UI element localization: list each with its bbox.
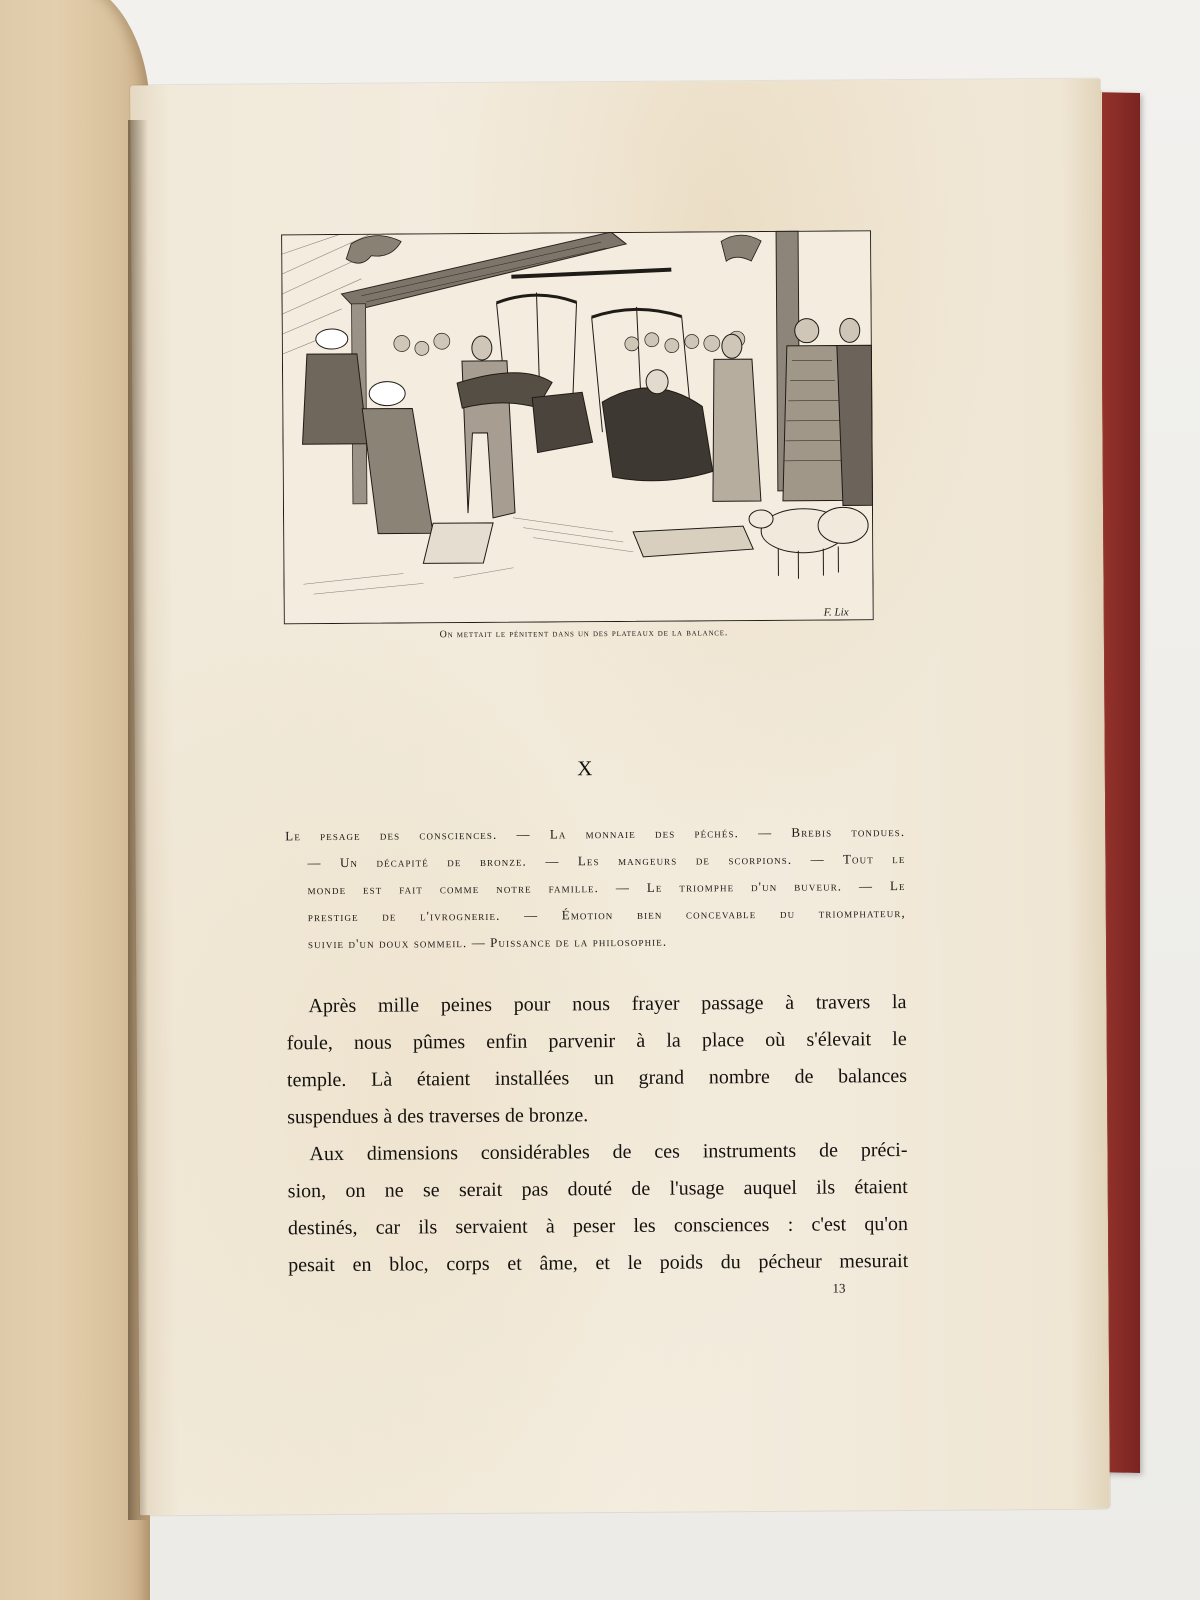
body-line: Aux dimensions considérables de ces instruments de préci- bbox=[309, 1139, 908, 1166]
summary-line: monde est fait comme notre famille. — Le triomphe d'un buveur. — Le bbox=[307, 878, 906, 898]
illustration-signature: F. Lix bbox=[823, 606, 849, 619]
page-number: 13 bbox=[832, 1280, 846, 1296]
summary-line: suivie d'un doux sommeil. — Puissance de la philosophie. bbox=[307, 933, 668, 952]
chapter-summary bbox=[285, 818, 906, 957]
engraving-illustration bbox=[281, 230, 874, 624]
body-line: suspendues à des traverses de bronze. bbox=[287, 1104, 589, 1129]
body-line: temple. Là étaient installées un grand nombre de balances bbox=[286, 1065, 908, 1092]
body-line: Après mille peines pour nous frayer passage à travers la bbox=[308, 991, 907, 1018]
summary-line: prestige de l'ivrognerie. — Émotion bien concevable du triomphateur, bbox=[307, 905, 906, 925]
gutter-shadow bbox=[128, 120, 148, 1520]
book-page bbox=[130, 79, 1110, 1516]
summary-line: Le pesage des consciences. — La monnaie des péchés. — Brebis tondues. bbox=[285, 824, 906, 844]
illustration-caption: On mettait le pénitent dans un des plateaux de la balance. bbox=[439, 627, 729, 641]
weighing-scene-engraving bbox=[281, 230, 874, 624]
body-line: sion, on ne se serait pas douté de l'usage auquel ils étaient bbox=[287, 1176, 908, 1203]
chapter-number: X bbox=[577, 756, 593, 781]
body-text bbox=[286, 984, 908, 1284]
summary-line: — Un décapité de bronze. — Les mangeurs de scorpions. — Tout le bbox=[307, 851, 906, 871]
body-line: pesait en bloc, corps et âme, et le poids du pécheur mesurait bbox=[288, 1249, 909, 1277]
body-line: destinés, car ils servaient à peser les consciences : c'est qu'on bbox=[287, 1213, 909, 1240]
body-line: foule, nous pûmes enfin parvenir à la place où s'élevait le bbox=[286, 1028, 907, 1055]
